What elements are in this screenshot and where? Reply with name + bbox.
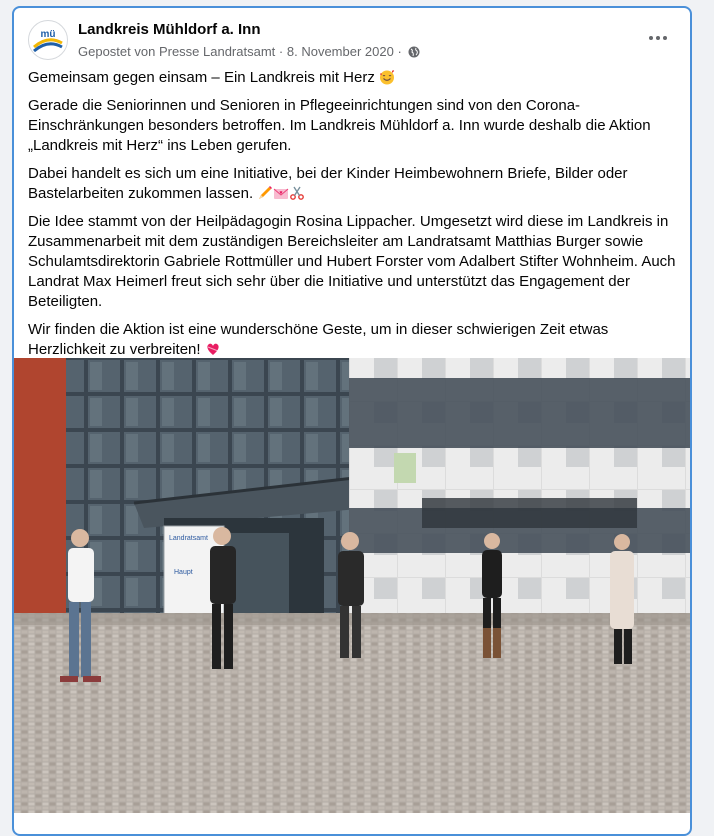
meta-separator-2: · xyxy=(397,44,402,60)
scissors-icon xyxy=(289,185,305,201)
love-letter-icon xyxy=(273,185,289,201)
meta-separator: · xyxy=(278,44,284,60)
avatar-text: mü xyxy=(40,29,56,40)
page-logo-icon xyxy=(29,21,67,59)
post-paragraph-3-text: Dabei handelt es sich um eine Initiative, bei der Kinder Heimbewohnern Briefe, Bilder oder Bastelarbeiten zukommen lassen. xyxy=(28,165,628,202)
more-options-button[interactable] xyxy=(640,24,676,52)
photo-image xyxy=(14,358,690,813)
post-card xyxy=(12,6,692,836)
globe-icon[interactable] xyxy=(408,46,420,58)
entrance-sign-text: Haupt xyxy=(174,569,193,576)
post-date-link[interactable]: 8. November 2020 xyxy=(286,44,394,60)
dot xyxy=(656,36,660,40)
post-photo[interactable] xyxy=(14,358,690,813)
pencil-icon xyxy=(257,185,273,201)
heart-with-ribbon-icon xyxy=(205,341,221,357)
dot xyxy=(649,36,653,40)
post-paragraph-2: Gerade die Seniorinnen und Senioren in Pflegeeinrichtungen sind von den Corona-Einschränkungen besonders betroffen. Im Landkreis Mühldorf a. Inn wurde deshalb die Aktion „Landkreis mit Herz“ ins Leben gerufen. xyxy=(28,97,651,154)
post-paragraph-5 xyxy=(28,320,680,360)
building-sign-text: Landratsamt xyxy=(169,535,208,542)
post-text xyxy=(28,68,680,368)
post-paragraph-4: Die Idee stammt von der Heilpädagogin Rosina Lippacher. Umgesetzt wird diese im Landkreis in Zusammenarbeit mit dem zuständigen Bereichsleiter am Landratsamt Matthias Burger sowie Schulamtsdirektorin Gabriele Rottmüller und Hubert Forster vom Adalbert Stifter Wohnheim. Auch Landrat Max Heimerl freut sich sehr über die Initiative und unterstützt das Engagement der Beteiligten. xyxy=(28,213,676,310)
post-paragraph-3 xyxy=(28,164,680,204)
smiling-face-with-hearts-icon xyxy=(379,69,395,85)
post-headline: Gemeinsam gegen einsam – Ein Landkreis mit Herz xyxy=(28,69,375,86)
post-paragraph-5-text: Wir finden die Aktion ist eine wunderschöne Geste, um in dieser schwierigen Zeit etwas Herzlichkeit zu verbreiten! xyxy=(28,321,609,358)
post-meta xyxy=(78,43,420,59)
post-paragraph-1 xyxy=(28,68,680,88)
dot xyxy=(663,36,667,40)
post-header xyxy=(28,18,676,62)
page-avatar[interactable] xyxy=(28,20,68,60)
posted-by-text: Gepostet von Presse Landratsamt xyxy=(78,44,276,60)
page-name-link[interactable]: Landkreis Mühldorf a. Inn xyxy=(78,21,261,38)
